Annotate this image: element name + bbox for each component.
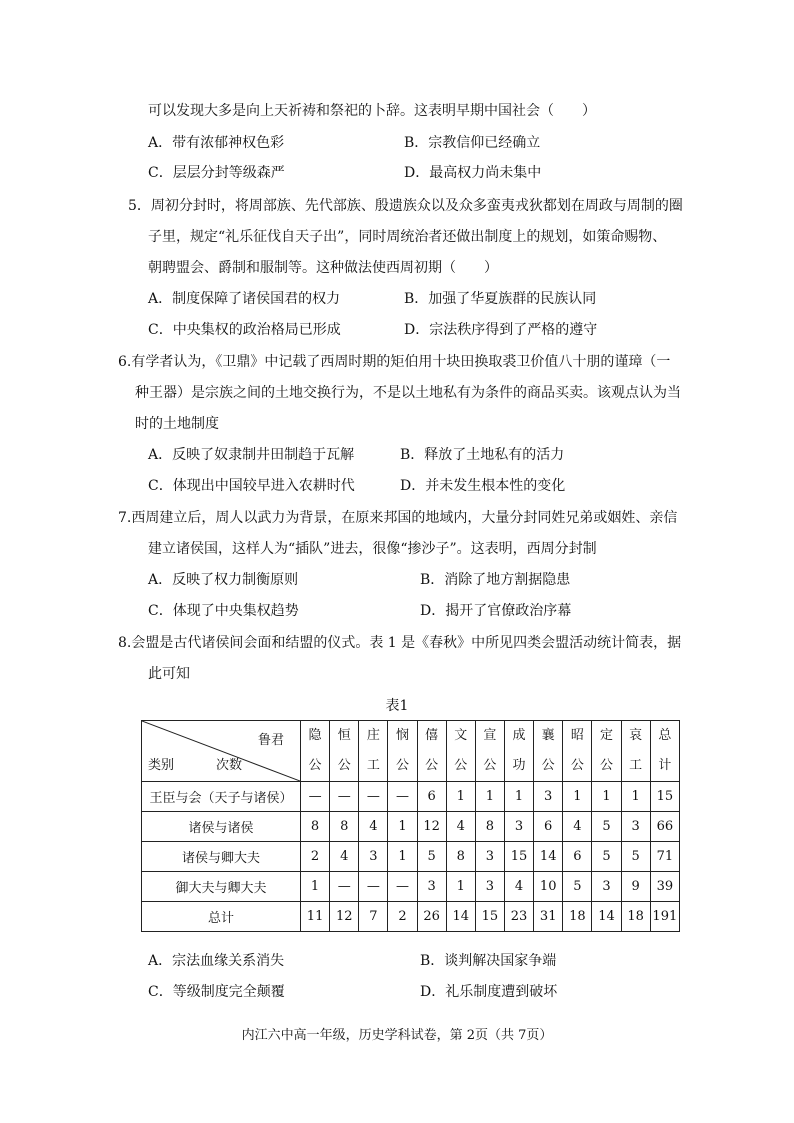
table-cell: 1 <box>621 782 650 812</box>
table-cell: 7 <box>359 902 388 932</box>
q7-option-a[interactable]: A．反映了权力制衡原则 <box>148 572 299 588</box>
table-cell: 1 <box>301 872 330 902</box>
table-cell: 3 <box>534 782 563 812</box>
q5-stem-line-3: 朝聘盟会、爵制和服制等。这种做法使西周初期（ ） <box>148 260 498 276</box>
table-cell: 1 <box>563 782 592 812</box>
table-cell: — <box>359 782 388 812</box>
table-cell: 11 <box>301 902 330 932</box>
table-cell: — <box>388 782 417 812</box>
table-cell: 39 <box>650 872 679 902</box>
table-cell: 14 <box>446 902 475 932</box>
row-label: 王臣与会（天子与诸侯） <box>142 782 301 812</box>
table-header-row <box>142 721 680 782</box>
table-cell: 4 <box>446 812 475 842</box>
table-cell: 6 <box>417 782 446 812</box>
q4-option-c[interactable]: C．层层分封等级森严 <box>148 165 285 181</box>
table-cell: 4 <box>359 812 388 842</box>
column-header: 宣 公 <box>475 721 504 782</box>
q5-option-a[interactable]: A．制度保障了诸侯国君的权力 <box>148 291 341 307</box>
column-header: 昭 公 <box>563 721 592 782</box>
table-cell: 5 <box>592 842 621 872</box>
q6-option-a[interactable]: A．反映了奴隶制井田制趋于瓦解 <box>148 447 355 463</box>
table-cell: 2 <box>388 902 417 932</box>
table-cell: 5 <box>417 842 446 872</box>
q8-option-c[interactable]: C．等级制度完全颠覆 <box>148 984 285 1000</box>
table-cell: 71 <box>650 842 679 872</box>
meeting-statistics-table <box>141 720 680 932</box>
table-cell: — <box>359 872 388 902</box>
q4-stem: 可以发现大多是向上天祈祷和祭祀的卜辞。这表明早期中国社会（ ） <box>148 103 596 119</box>
table-cell: 3 <box>417 872 446 902</box>
table-cell: 18 <box>621 902 650 932</box>
q7-option-d[interactable]: D．揭开了官僚政治序幕 <box>420 603 572 619</box>
table-cell: 191 <box>650 902 679 932</box>
table-cell: 10 <box>534 872 563 902</box>
table-cell: 3 <box>475 872 504 902</box>
table-cell: 14 <box>592 902 621 932</box>
q6-option-c[interactable]: C．体现出中国较早进入农耕时代 <box>148 478 355 494</box>
table-cell: 1 <box>446 782 475 812</box>
q5-stem-line-2: 子里，规定“礼乐征伐自天子出”，同时周统治者还做出制度上的规划，如策命赐物、 <box>148 229 667 245</box>
table-cell: 5 <box>592 812 621 842</box>
q4-option-d[interactable]: D．最高权力尚未集中 <box>404 165 542 181</box>
row-label: 诸侯与诸侯 <box>142 812 301 842</box>
q5-stem-line-1: 5．周初分封时，将周部族、先代部族、殷遗族众以及众多蛮夷戎狄都划在周政与周制的圈 <box>128 198 683 214</box>
table-row <box>142 812 680 842</box>
table-cell: 12 <box>330 902 359 932</box>
column-header: 悯 公 <box>388 721 417 782</box>
table-cell: 26 <box>417 902 446 932</box>
table-cell: 15 <box>650 782 679 812</box>
table-cell: 4 <box>563 812 592 842</box>
table-row <box>142 872 680 902</box>
table-cell: 6 <box>534 812 563 842</box>
table-cell: — <box>388 872 417 902</box>
q6-option-d[interactable]: D．并未发生根本性的变化 <box>400 478 566 494</box>
q5-option-c[interactable]: C．中央集权的政治格局已形成 <box>148 322 341 338</box>
q7-stem-line-1: 7.西周建立后，周人以武力为背景，在原来邦国的地域内，大量分封同姓兄弟或姻姓、亲信 <box>118 510 678 526</box>
table-cell: 12 <box>417 812 446 842</box>
table-cell: 9 <box>621 872 650 902</box>
corner-top-label: 鲁君 <box>257 733 284 748</box>
table-cell: 6 <box>563 842 592 872</box>
table-cell: 2 <box>301 842 330 872</box>
table-cell: 4 <box>330 842 359 872</box>
q8-stem-line-2: 此可知 <box>148 666 190 682</box>
table-cell: 4 <box>504 872 533 902</box>
q5-option-b[interactable]: B．加强了华夏族群的民族认同 <box>404 291 597 307</box>
q6-option-b[interactable]: B．释放了土地私有的活力 <box>400 447 565 463</box>
q4-option-b[interactable]: B．宗教信仰已经确立 <box>404 135 541 151</box>
table-cell: 1 <box>388 812 417 842</box>
q7-stem-line-2: 建立诸侯国，这样人为“插队”进去，很像“掺沙子”。这表明，西周分封制 <box>148 541 597 557</box>
corner-left-label: 类别 <box>148 758 175 773</box>
column-header: 定 公 <box>592 721 621 782</box>
column-header: 总 计 <box>650 721 679 782</box>
table-cell: 31 <box>534 902 563 932</box>
page-footer: 内江六中高一年级，历史学科试卷，第 2页（共 7页） <box>241 1028 553 1043</box>
table-cell: 8 <box>301 812 330 842</box>
column-header: 僖 公 <box>417 721 446 782</box>
column-header: 哀 工 <box>621 721 650 782</box>
q5-option-d[interactable]: D．宗法秩序得到了严格的遵守 <box>404 322 598 338</box>
q8-option-b[interactable]: B．谈判解决国家争端 <box>420 953 557 969</box>
table-cell: 1 <box>388 842 417 872</box>
table-cell: 1 <box>504 782 533 812</box>
table-cell: 23 <box>504 902 533 932</box>
table-cell: 8 <box>330 812 359 842</box>
table-caption: 表1 <box>385 698 409 714</box>
column-header: 隐 公 <box>301 721 330 782</box>
q8-stem-line-1: 8.会盟是古代诸侯间会面和结盟的仪式。表 1 是《春秋》中所见四类会盟活动统计简表，据 <box>118 635 682 651</box>
q8-option-d[interactable]: D．礼乐制度遭到破坏 <box>420 984 558 1000</box>
row-label: 总计 <box>142 902 301 932</box>
q6-stem-line-1: 6.有学者认为，《卫鼎》中记载了西周时期的矩伯用十块田换取裘卫价值八十朋的谨璋（一 <box>118 354 671 370</box>
column-header: 襄 公 <box>534 721 563 782</box>
q4-option-a[interactable]: A．带有浓郁神权色彩 <box>148 135 285 151</box>
table-cell: 5 <box>621 842 650 872</box>
table-cell: 18 <box>563 902 592 932</box>
q7-option-c[interactable]: C．体现了中央集权趋势 <box>148 603 299 619</box>
q6-stem-line-2: 种王器）是宗族之间的土地交换行为，不是以土地私有为条件的商品买卖。该观点认为当 <box>135 385 681 401</box>
row-label: 诸侯与卿大夫 <box>142 842 301 872</box>
row-label: 御大夫与卿大夫 <box>142 872 301 902</box>
table-cell: — <box>301 782 330 812</box>
table-cell: 3 <box>592 872 621 902</box>
table-cell: 1 <box>446 872 475 902</box>
table-cell: 15 <box>504 842 533 872</box>
table-cell: 3 <box>504 812 533 842</box>
table-total-row <box>142 902 680 932</box>
q8-option-a[interactable]: A．宗法血缘关系消失 <box>148 953 285 969</box>
table-cell: 8 <box>475 812 504 842</box>
column-header: 恒 公 <box>330 721 359 782</box>
column-header: 庄 工 <box>359 721 388 782</box>
table-cell: 8 <box>446 842 475 872</box>
table-cell: 1 <box>475 782 504 812</box>
column-header: 成 功 <box>504 721 533 782</box>
table-cell: 15 <box>475 902 504 932</box>
table-cell: 14 <box>534 842 563 872</box>
table-row <box>142 842 680 872</box>
q7-option-b[interactable]: B．消除了地方割据隐患 <box>420 572 571 588</box>
table-cell: 1 <box>592 782 621 812</box>
table-cell: — <box>330 872 359 902</box>
table-cell: — <box>330 782 359 812</box>
table-cell: 5 <box>563 872 592 902</box>
table-cell: 3 <box>359 842 388 872</box>
table-row <box>142 782 680 812</box>
table-cell: 3 <box>475 842 504 872</box>
table-cell: 66 <box>650 812 679 842</box>
table-cell: 3 <box>621 812 650 842</box>
table-corner-cell <box>142 721 301 782</box>
column-header: 文 公 <box>446 721 475 782</box>
q6-stem-line-3: 时的土地制度 <box>135 416 219 432</box>
corner-mid-label: 次数 <box>216 758 243 773</box>
